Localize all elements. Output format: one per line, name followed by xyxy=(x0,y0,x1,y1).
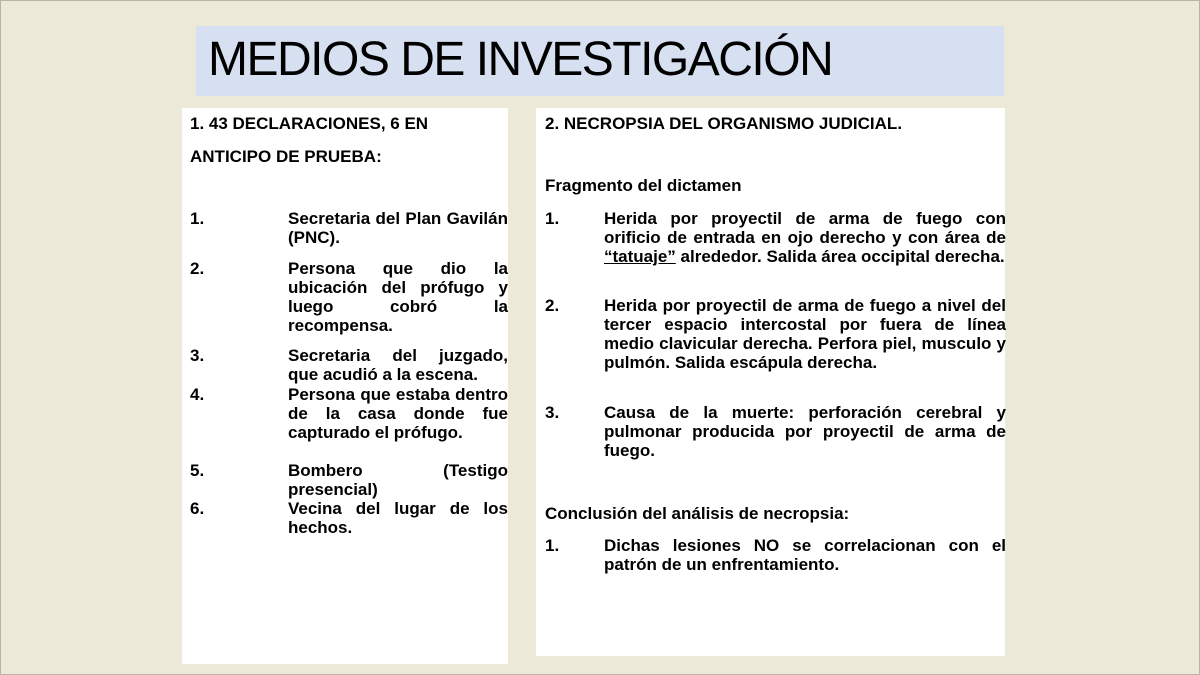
list-item xyxy=(190,259,508,335)
right-column xyxy=(536,108,1005,656)
list-item-number: 4. xyxy=(190,385,205,404)
left-heading-line2: ANTICIPO DE PRUEBA: xyxy=(190,147,382,166)
list-item-number: 2. xyxy=(190,259,205,278)
list-item-text: Bombero (Testigo presencial) xyxy=(288,461,508,499)
conclusion-heading: Conclusión del análisis de necropsia: xyxy=(545,504,850,523)
list-item xyxy=(545,403,1005,460)
left-column xyxy=(182,108,508,664)
list-item xyxy=(190,499,508,537)
list-item xyxy=(545,296,1005,391)
list-item-text: Causa de la muerte: perforación cerebral y pulmonar producida por proyectil de arma de fuego. xyxy=(604,403,1006,460)
list-item-number: 1. xyxy=(545,536,560,555)
tatuaje-emphasis: “tatuaje” xyxy=(604,247,676,266)
list-item-text: Herida por proyectil de arma de fuego a nivel del tercer espacio intercostal por fuera de línea medio clavicular derecha. Perfora piel, musculo y pulmón. Salida escápula derecha. xyxy=(604,296,1006,372)
list-item-text: Dichas lesiones NO se correlacionan con el patrón de un enfrentamiento. xyxy=(604,536,1006,574)
list-item-text-part: Herida por proyectil de arma de fuego con orificio de entrada en ojo derecho y con área de xyxy=(604,209,1006,247)
left-heading-line1: 1. 43 DECLARACIONES, 6 EN xyxy=(190,114,429,133)
list-item xyxy=(190,346,508,384)
list-item-number: 5. xyxy=(190,461,205,480)
list-item-number: 6. xyxy=(190,499,205,518)
list-item-number: 3. xyxy=(190,346,205,365)
list-item-number: 1. xyxy=(545,209,560,228)
list-item-number: 2. xyxy=(545,296,560,315)
dictamen-subheading: Fragmento del dictamen xyxy=(545,176,742,195)
list-item xyxy=(190,461,508,499)
list-item-text-part: alrededor. Salida área occipital derecha. xyxy=(675,247,1005,266)
list-item xyxy=(190,209,508,249)
list-item xyxy=(545,209,1005,285)
list-item-number: 3. xyxy=(545,403,560,422)
list-item-number: 1. xyxy=(190,209,205,228)
list-item xyxy=(545,536,1005,576)
list-item-text: Secretaria del juzgado, que acudió a la escena. xyxy=(288,346,508,384)
list-item-text: Persona que estaba dentro de la casa donde fue capturado el prófugo. xyxy=(288,385,508,442)
right-heading: 2. NECROPSIA DEL ORGANISMO JUDICIAL. xyxy=(545,114,903,133)
list-item-text: Persona que dio la ubicación del prófugo y luego cobró la recompensa. xyxy=(288,259,508,335)
list-item-text xyxy=(604,209,1006,266)
list-item xyxy=(190,385,508,461)
title-banner xyxy=(196,26,1004,96)
slide-title: MEDIOS DE INVESTIGACIÓN xyxy=(208,33,833,86)
list-item-text: Secretaria del Plan Gavilán (PNC). xyxy=(288,209,508,247)
list-item-text: Vecina del lugar de los hechos. xyxy=(288,499,508,537)
